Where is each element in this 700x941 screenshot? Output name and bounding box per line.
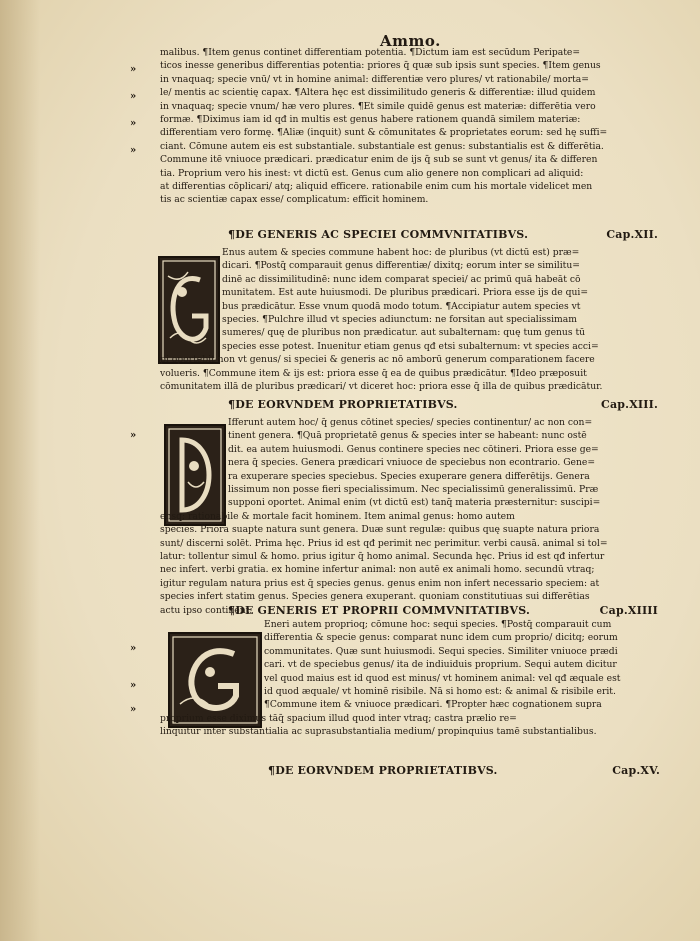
text-line: supponi oportet. Animal enim (vt dictū est) tanq̄ materia præsternitur: suscipi= [228,497,601,509]
text-line: munitatem. Est aute huiusmodi. De pluribus prædicari. Priora esse ijs de qui= [222,287,589,299]
text-line: in vnaquaq; specie vnum/ hæ vero plures. ¶Et simile quidē genus est materiæ: differētia vero [160,100,596,112]
margin-mark: » [130,704,137,715]
text-line: cari. vt de speciebus genus/ ita de indiuiduis proprium. Sequi autem dicitur [264,659,617,671]
text-block-intro [160,46,660,207]
text-line: ticos inesse generibus differentias potentia: priores q̄ quæ sub ipsis sunt species. ¶Item genus [160,60,601,72]
text-block-ch13 [160,416,660,617]
text-line: nec infert. verbi gratia. ex homine infertur animal: non autē ex animali homo. secundū vtraq; [160,564,595,576]
text-line: bus prædicātur. Esse vnum quodā modo totum. ¶Accipiatur autem species vt [222,300,581,312]
running-title: Ammo. [380,32,441,50]
text-line: at differentias cōplicari/ atq; aliquid efficere. rationabile enim cum his mortale videlicet men [160,181,593,193]
margin-mark: » [130,91,137,102]
chapter-number: Cap.XIIII [599,604,658,617]
text-line: le/ mentis ac scientię capax. ¶Altera hęc est dissimilitudo generis & differentiæ: illud quidem [160,87,596,99]
text-line: Commune itē vniuoce prædicari. prædicatur enim de ijs q̄ sub se sunt vt genus/ ita & differen [160,154,598,166]
text-line: dinē ac dissimilitudinē: nunc idem comparat speciei/ ac primū quā habeāt cō [222,273,581,285]
margin-mark: » [130,64,137,75]
text-line: species infert statim genus. Species genera exuperant. quoniam constitutiuas sui differētias [160,591,590,603]
text-line: tia. Proprium vero his inest: vt dictū est. Genus cum alio genere non complicari ad aliquid: [160,167,584,179]
text-line: dicari. ¶Postq̄ comparauit genus differentiæ/ dixitq; eorum inter se similitu= [222,260,580,272]
text-line: tinent genera. ¶Quā proprietatē genus & species inter se habeant: nunc ostē [228,430,587,442]
chapter-number: Cap.XIII. [600,398,658,411]
text-line: ra exuperare species speciebus. Species exuperare genera differētijs. Genera [228,470,590,482]
text-line: cōmunitatem illā de pluribus prædicari/ vt diceret hoc: priora esse q̄ illa de quibus prædicātur. [160,381,603,393]
chapter-title: ¶DE GENERIS ET PROPRII COMMVNITATIBVS. [228,604,531,617]
text-line: Ifferunt autem hoc/ q̄ genus cōtinet species/ species continentur/ ac non con= [228,417,593,428]
chapter-heading [228,398,658,411]
text-line: lissimum non posse fieri specialissimum. Nec specialissimū generalissimū. Præ [228,484,599,496]
chapter-heading [268,764,660,777]
chapter-heading [228,604,658,617]
text-line: id quod æquale/ vt hominē risibile. Nā si homo est: & animal & risibile erit. [264,686,616,698]
text-line: sunt/ discerni solēt. Prima hęc. Prius id est qđ perimit nec perimitur. verbi causā. animal si tol= [160,537,608,549]
text-line: tis ac scientiæ capax esse/ complicatum: efficit hominem. [160,194,429,206]
text-line: species. ¶Pulchre illud vt species adiunctum: ne forsitan aut specialissimam [222,314,577,326]
text-line: vel quod maius est id quod est minus/ vt hominem animal: vel qđ æquale est [264,672,621,684]
text-line: actu ipso continent. [160,604,253,616]
text-line: latur: tollentur simul & homo. prius igitur q̄ homo animal. Secunda hęc. Prius id est qđ infertur [160,551,605,563]
text-line: communitates. Quæ sunt huiusmodi. Sequi species. Similiter vniuoce prædi [264,645,618,657]
text-line: species. Priora suapte natura sunt genera. Duæ sunt regulæ: quibus quę suapte natura priora [160,524,600,536]
text-line: formæ. ¶Diximus iam id qđ in multis est genus habere rationem quandā similem materiæ: [160,114,581,126]
text-line: in vnaquaq; specie vnū/ vt in homine animal: differentiæ vero plures/ vt rationabile/ morta= [160,73,589,85]
text-line: species esse potest. Inuenitur etiam genus qđ etsi subalternum: vt species acci= [222,340,599,352]
margin-mark: » [130,145,137,156]
margin-mark: » [130,680,137,691]
text-line: proprium esse diximus tāq̄ spacium illud quod inter vtraq; castra prælio re= [160,712,517,724]
text-line: ensq; rationabile & mortale facit hominem. Item animal genus: homo autem [160,510,515,522]
text-line: nera q̄ species. Genera prædicari vniuoce de speciebus non econtrario. Gene= [228,457,596,469]
text-line: linquitur inter substantialia ac suprasubstantialia medium/ propinquius tamē substantialibus. [160,726,597,738]
text-line: differentia & specie genus: comparat nunc idem cum proprio/ dicitq; eorum [264,632,618,644]
text-line: dit. ea autem huiusmodi. Genus continere species nec cōtineri. Priora esse ge= [228,443,599,455]
chapter-heading [228,228,658,241]
text-line: pi oportebit non vt genus/ si speciei & generis ac nō amborū generum comparationem facere [160,354,595,366]
text-block-ch12 [160,246,660,393]
margin-mark: » [130,643,137,654]
margin-mark: » [130,118,137,129]
chapter-title: ¶DE GENERIS AC SPECIEI COMMVNITATIBVS. [228,228,529,241]
text-line: malibus. ¶Item genus continet differentiam potentia. ¶Dictum iam est secūdum Peripate= [160,47,581,58]
text-line: Eneri autem proprioq; cōmune hoc: sequi species. ¶Postq̄ comparauit cum [264,619,612,630]
text-line: ¶Commune item & vniuoce prædicari. ¶Propter hæc cognationem supra [264,699,602,711]
chapter-number: Cap.XV. [612,764,660,777]
chapter-title: ¶DE EORVNDEM PROPRIETATIBVS. [228,398,458,411]
text-block-ch14 [160,618,660,739]
text-line: ciant. Cōmune autem eis est substantiale. substantiale est genus: substantialis est & differētia. [160,140,604,152]
page-shadow [0,0,40,941]
text-line: volueris. ¶Commune item & ijs est: priora esse q̄ ea de quibus prædicātur. ¶Ideo præposuit [160,367,587,379]
margin-mark: » [130,430,137,441]
text-line: Enus autem & species commune habent hoc: de pluribus (vt dictū est) præ= [222,247,580,258]
text-line: sumeres/ quę de pluribus non prædicatur. aut subalternam: quę tum genus tū [222,327,586,339]
chapter-number: Cap.XII. [606,228,658,241]
text-line: differentiam vero formę. ¶Aliæ (inquit) sunt & cōmunitates & proprietates eorum: sed hę suffi= [160,127,608,139]
text-line: igitur regulam natura prius est q̄ species genus. genus enim non infert necessario speciem: at [160,577,600,589]
chapter-title: ¶DE EORVNDEM PROPRIETATIBVS. [268,764,498,777]
